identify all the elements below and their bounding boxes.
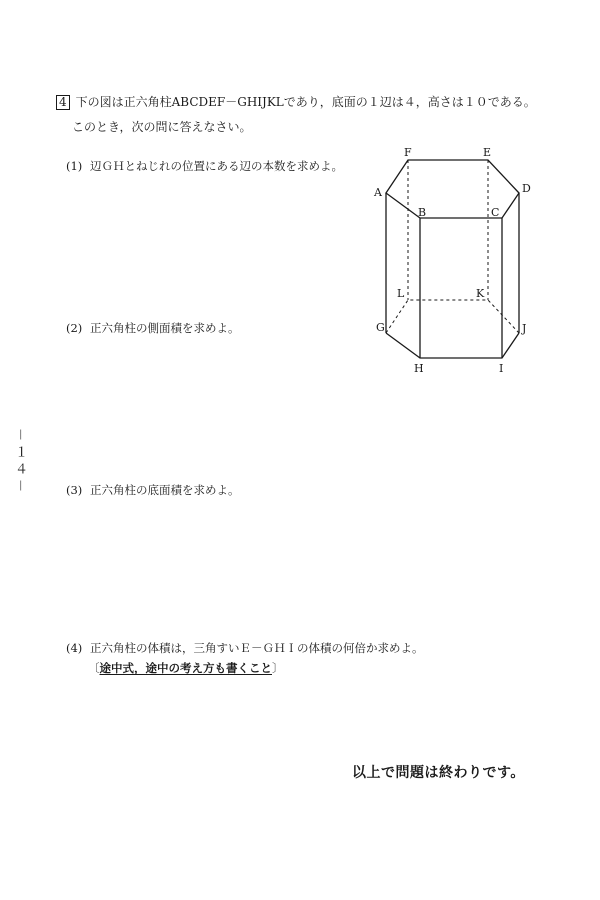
label-C: C (491, 206, 500, 219)
question-2-number: (2) (66, 321, 83, 335)
visible-bottom-edges (386, 333, 519, 358)
work-instruction-text: 途中式，途中の考え方も書くこと (99, 661, 272, 675)
intro-line-1: 下の図は正六角柱ABCDEF－GHIJKLであり，底面の１辺は４，高さは１０である。 (75, 95, 536, 109)
work-instruction-close: 〕 (272, 661, 284, 675)
label-J: J (522, 322, 527, 335)
question-1-text: 辺ＧＨとねじれの位置にある辺の本数を求めよ。 (90, 159, 343, 173)
question-3-number: (3) (66, 483, 83, 497)
label-K: K (476, 287, 485, 300)
hexagonal-prism-figure (360, 140, 540, 380)
question-2-text: 正六角柱の側面積を求めよ。 (90, 321, 240, 335)
label-A: A (374, 186, 382, 199)
question-2 (66, 320, 240, 336)
label-G: G (376, 321, 385, 334)
question-3 (66, 482, 240, 498)
question-1 (66, 158, 343, 174)
page-number: －１４－ (12, 428, 27, 497)
label-H: H (414, 362, 424, 375)
question-4-number: (4) (66, 641, 83, 655)
question-4 (66, 640, 424, 656)
label-I: I (499, 362, 504, 375)
label-L: L (397, 287, 405, 300)
label-E: E (483, 146, 492, 159)
problem-number: 4 (56, 95, 70, 110)
label-B: B (418, 206, 427, 219)
work-instruction-open: 〔 (88, 661, 100, 675)
problem-intro (56, 94, 536, 110)
question-3-text: 正六角柱の底面積を求めよ。 (90, 483, 240, 497)
label-D: D (522, 182, 531, 195)
hidden-bottom-edges (386, 300, 519, 333)
question-1-number: (1) (66, 159, 83, 173)
question-4-text: 正六角柱の体積は，三角すいＥ－ＧＨＩの体積の何倍か求めよ。 (90, 641, 424, 655)
closing-text: 以上で問題は終わりです。 (352, 765, 525, 781)
work-instruction (88, 660, 284, 676)
label-F: F (404, 146, 412, 159)
intro-line-2: このとき，次の問に答えなさい。 (72, 120, 252, 134)
